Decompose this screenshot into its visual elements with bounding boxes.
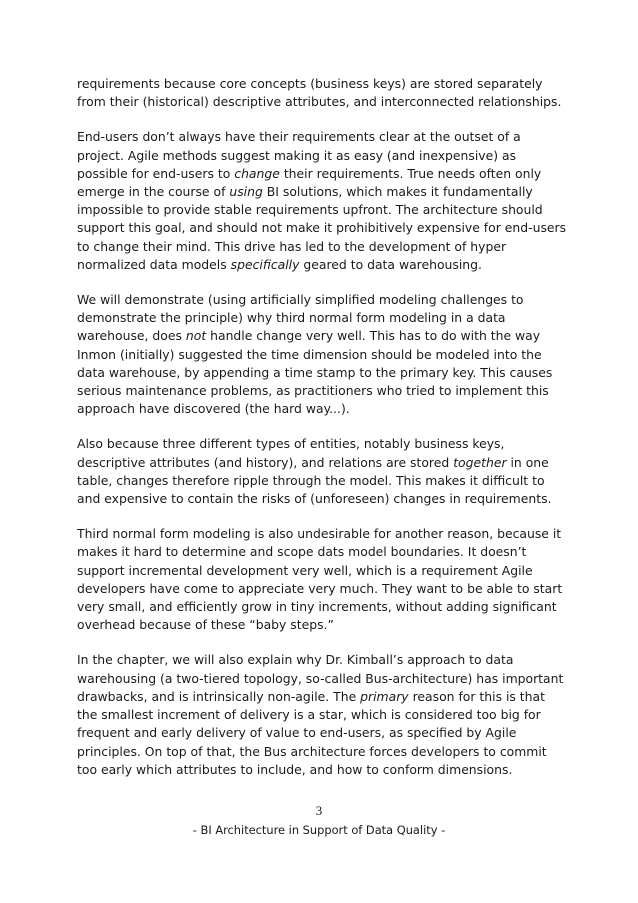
italic-text: change <box>234 165 280 181</box>
italic-text: together <box>453 454 507 470</box>
body-text <box>77 75 569 796</box>
text-run: Also because three different types of entities, notably business keys, descriptive attributes (and history), and relations are stored <box>77 436 505 470</box>
running-footer: - BI Architecture in Support of Data Quality - <box>192 823 446 837</box>
italic-text: specifically <box>230 256 300 272</box>
paragraph <box>77 651 569 778</box>
paragraph <box>77 128 569 274</box>
text-run: In the chapter, we will also explain why Dr. Kimball’s approach to data warehousing (a two-tiered topology, so-called Bus-architecture) has important drawbacks, and is intrinsically non-agile. The <box>77 652 564 704</box>
text-run: BI solutions, which makes it fundamentally impossible to provide stable requirements upfront. The architecture should support this goal, and should not make it prohibitively expensive for end-users to change their mind. This drive has led to the development of hyper normalized data models <box>77 184 567 272</box>
italic-text: using <box>229 184 263 200</box>
page-number: 3 <box>315 803 323 818</box>
text-run: in one table, changes therefore ripple through the model. This makes it difficult to and expensive to contain the risks of (unforeseen) changes in requirements. <box>77 454 552 507</box>
text-run: End-users don’t always have their requirements clear at the outset of a project. Agile methods suggest making it as easy (and inexpensive) as possible for end-users to <box>77 129 521 181</box>
text-run: reason for this is that the smallest increment of delivery is a star, which is considered too big for frequent and early delivery of value to end-users, as specified by Agile principles. On top of that, the Bus architecture forces developers to commit too early which attributes to include, and how to conform dimensions. <box>77 688 547 777</box>
paragraph <box>77 291 569 418</box>
text-run: Third normal form modeling is also undesirable for another reason, because it makes it hard to determine and scope dats model boundaries. It doesn’t support incremental development very well, which is a requirement Agile developers have come to appreciate very much. They want to be able to start very small, and efficiently grow in tiny increments, without adding significant overhead because of these “baby steps.” <box>77 526 563 633</box>
text-run: handle change very well. This has to do with the way Inmon (initially) suggested the time dimension should be modeled into the data warehouse, by appending a time stamp to the primary key. This causes serious maintenance problems, as practitioners who tried to implement this approach have discovered (the hard way...). <box>77 328 553 417</box>
italic-text: primary <box>360 688 409 704</box>
italic-text: not <box>185 328 207 344</box>
text-run: requirements because core concepts (business keys) are stored separately from their (historical) descriptive attributes, and interconnected relationships. <box>77 76 562 110</box>
paragraph <box>77 525 569 634</box>
text-run: geared to data warehousing. <box>299 256 482 272</box>
paragraph <box>77 435 569 508</box>
paragraph <box>77 75 569 111</box>
text-run: their requirements. True needs often only emerge in the course of <box>77 165 542 200</box>
text-run: We will demonstrate (using artificially simplified modeling challenges to demonstrate the principle) why third normal form modeling in a data warehouse, does <box>77 292 524 344</box>
